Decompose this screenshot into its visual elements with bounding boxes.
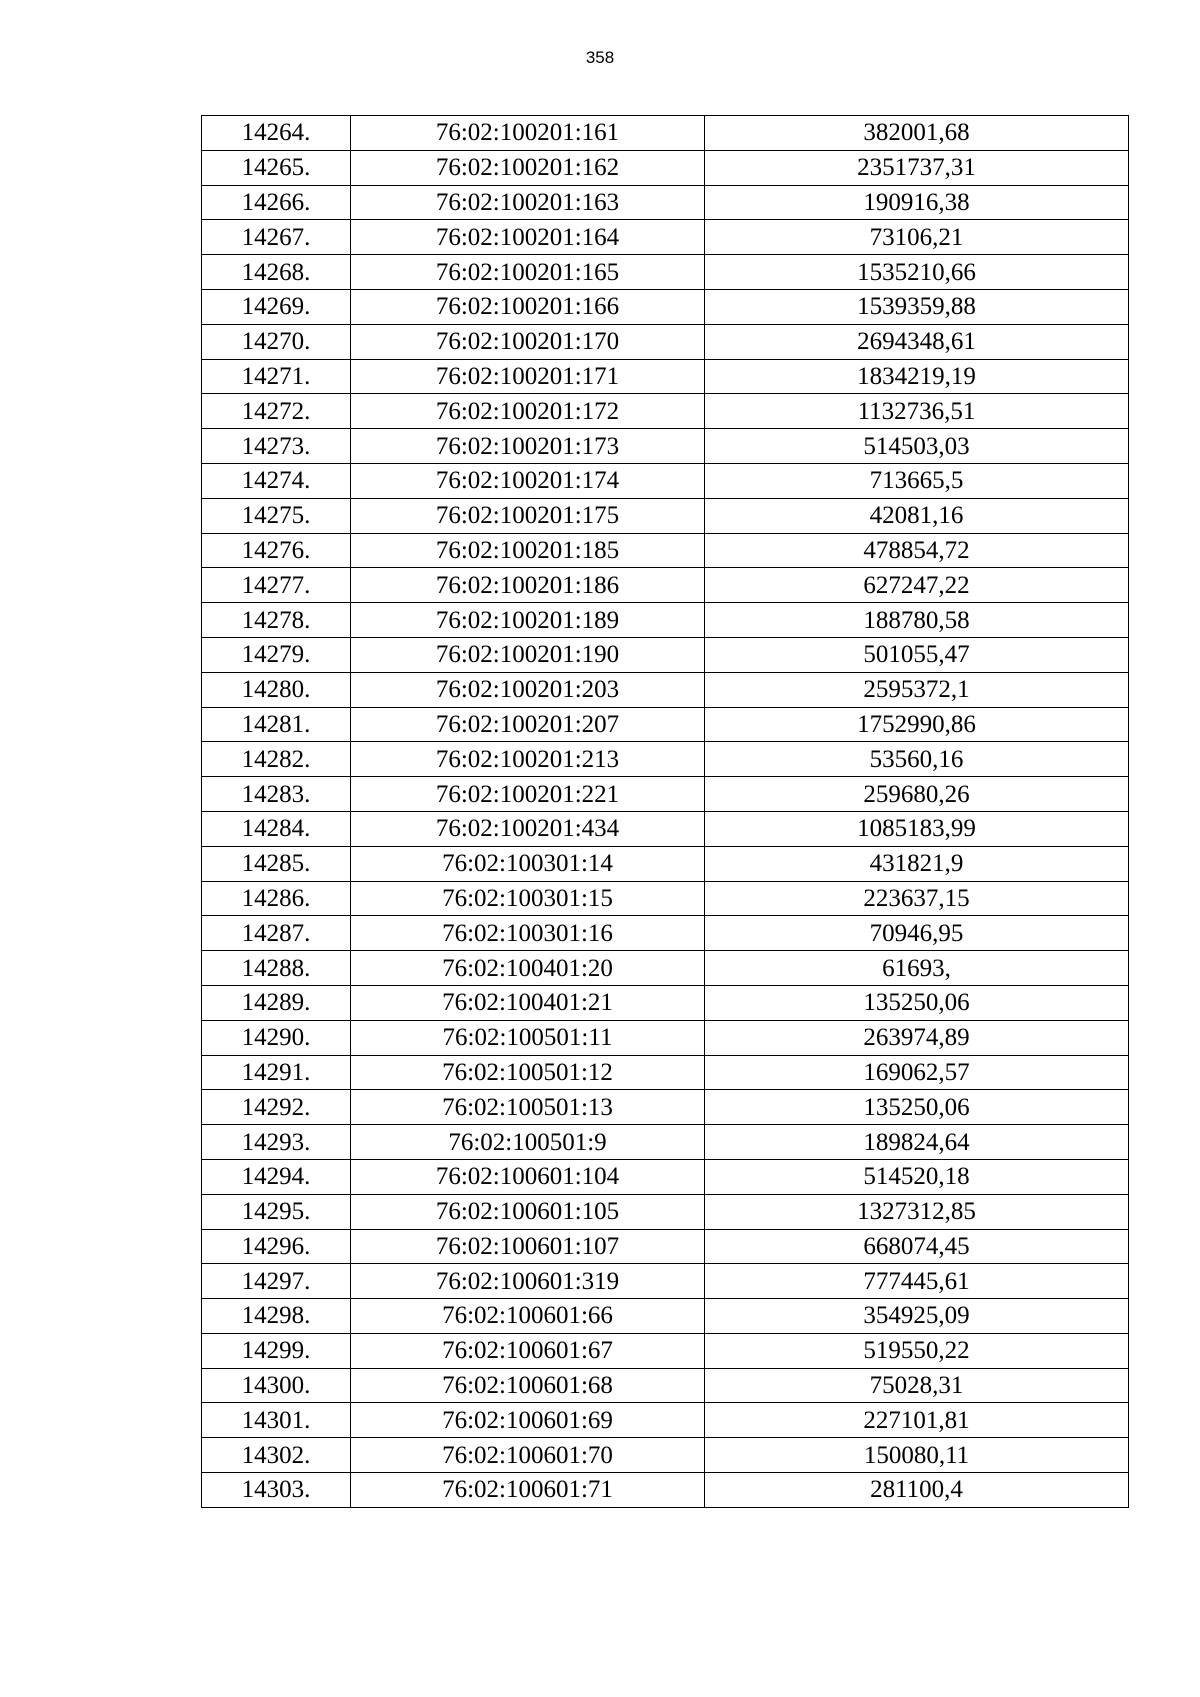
table-row — [202, 1090, 1129, 1125]
cadastral-number-cell: 76:02:100201:173 — [351, 429, 705, 464]
value-cell: 135250,06 — [705, 1090, 1129, 1125]
table-row — [202, 1299, 1129, 1334]
value-cell: 53560,16 — [705, 742, 1129, 777]
cadastral-number-cell: 76:02:100201:166 — [351, 289, 705, 324]
value-cell: 627247,22 — [705, 568, 1129, 603]
value-cell: 1539359,88 — [705, 289, 1129, 324]
cadastral-number-cell: 76:02:100601:319 — [351, 1264, 705, 1299]
table-row — [202, 568, 1129, 603]
cadastral-number-cell: 76:02:100601:107 — [351, 1229, 705, 1264]
cadastral-number-cell: 76:02:100201:163 — [351, 185, 705, 220]
value-cell: 2694348,61 — [705, 324, 1129, 359]
row-number-cell: 14278. — [202, 603, 351, 638]
row-number-cell: 14303. — [202, 1473, 351, 1508]
table-row — [202, 533, 1129, 568]
row-number-cell: 14267. — [202, 220, 351, 255]
cadastral-number-cell: 76:02:100601:67 — [351, 1333, 705, 1368]
cadastral-number-cell: 76:02:100501:9 — [351, 1125, 705, 1160]
table-row — [202, 1403, 1129, 1438]
table-row — [202, 951, 1129, 986]
value-cell: 263974,89 — [705, 1020, 1129, 1055]
table-row — [202, 1194, 1129, 1229]
cadastral-number-cell: 76:02:100601:70 — [351, 1438, 705, 1473]
table-row — [202, 1333, 1129, 1368]
value-cell: 188780,58 — [705, 603, 1129, 638]
table-row — [202, 324, 1129, 359]
row-number-cell: 14277. — [202, 568, 351, 603]
row-number-cell: 14293. — [202, 1125, 351, 1160]
value-cell: 431821,9 — [705, 846, 1129, 881]
cadastral-number-cell: 76:02:100401:20 — [351, 951, 705, 986]
table-row — [202, 1159, 1129, 1194]
cadastral-number-cell: 76:02:100201:186 — [351, 568, 705, 603]
table-body — [202, 116, 1129, 1508]
value-cell: 501055,47 — [705, 637, 1129, 672]
table-row — [202, 150, 1129, 185]
row-number-cell: 14300. — [202, 1368, 351, 1403]
value-cell: 1834219,19 — [705, 359, 1129, 394]
table-row — [202, 116, 1129, 151]
value-cell: 189824,64 — [705, 1125, 1129, 1160]
table-row — [202, 1264, 1129, 1299]
value-cell: 61693, — [705, 951, 1129, 986]
table-row — [202, 811, 1129, 846]
cadastral-number-cell: 76:02:100201:165 — [351, 255, 705, 290]
row-number-cell: 14298. — [202, 1299, 351, 1334]
value-cell: 1535210,66 — [705, 255, 1129, 290]
row-number-cell: 14273. — [202, 429, 351, 464]
row-number-cell: 14288. — [202, 951, 351, 986]
cadastral-number-cell: 76:02:100601:71 — [351, 1473, 705, 1508]
cadastral-number-cell: 76:02:100401:21 — [351, 985, 705, 1020]
value-cell: 519550,22 — [705, 1333, 1129, 1368]
cadastral-number-cell: 76:02:100201:185 — [351, 533, 705, 568]
value-cell: 514520,18 — [705, 1159, 1129, 1194]
value-cell: 73106,21 — [705, 220, 1129, 255]
row-number-cell: 14283. — [202, 777, 351, 812]
cadastral-number-cell: 76:02:100601:105 — [351, 1194, 705, 1229]
value-cell: 42081,16 — [705, 498, 1129, 533]
row-number-cell: 14274. — [202, 463, 351, 498]
row-number-cell: 14297. — [202, 1264, 351, 1299]
row-number-cell: 14292. — [202, 1090, 351, 1125]
row-number-cell: 14264. — [202, 116, 351, 151]
row-number-cell: 14270. — [202, 324, 351, 359]
row-number-cell: 14271. — [202, 359, 351, 394]
row-number-cell: 14295. — [202, 1194, 351, 1229]
value-cell: 2595372,1 — [705, 672, 1129, 707]
row-number-cell: 14266. — [202, 185, 351, 220]
table-row — [202, 463, 1129, 498]
row-number-cell: 14289. — [202, 985, 351, 1020]
cadastral-number-cell: 76:02:100501:13 — [351, 1090, 705, 1125]
value-cell: 227101,81 — [705, 1403, 1129, 1438]
cadastral-number-cell: 76:02:100601:68 — [351, 1368, 705, 1403]
table-row — [202, 881, 1129, 916]
value-cell: 777445,61 — [705, 1264, 1129, 1299]
value-cell: 135250,06 — [705, 985, 1129, 1020]
table-row — [202, 394, 1129, 429]
cadastral-number-cell: 76:02:100201:162 — [351, 150, 705, 185]
table-row — [202, 220, 1129, 255]
row-number-cell: 14276. — [202, 533, 351, 568]
cadastral-number-cell: 76:02:100301:14 — [351, 846, 705, 881]
value-cell: 150080,11 — [705, 1438, 1129, 1473]
row-number-cell: 14284. — [202, 811, 351, 846]
cadastral-number-cell: 76:02:100201:174 — [351, 463, 705, 498]
value-cell: 75028,31 — [705, 1368, 1129, 1403]
value-cell: 668074,45 — [705, 1229, 1129, 1264]
cadastral-number-cell: 76:02:100201:221 — [351, 777, 705, 812]
table-row — [202, 1438, 1129, 1473]
cadastral-number-cell: 76:02:100301:15 — [351, 881, 705, 916]
row-number-cell: 14296. — [202, 1229, 351, 1264]
row-number-cell: 14285. — [202, 846, 351, 881]
row-number-cell: 14275. — [202, 498, 351, 533]
cadastral-number-cell: 76:02:100201:161 — [351, 116, 705, 151]
cadastral-number-cell: 76:02:100201:203 — [351, 672, 705, 707]
cadastral-number-cell: 76:02:100201:189 — [351, 603, 705, 638]
value-cell: 1132736,51 — [705, 394, 1129, 429]
value-cell: 70946,95 — [705, 916, 1129, 951]
value-cell: 2351737,31 — [705, 150, 1129, 185]
table-row — [202, 429, 1129, 464]
value-cell: 190916,38 — [705, 185, 1129, 220]
row-number-cell: 14299. — [202, 1333, 351, 1368]
row-number-cell: 14269. — [202, 289, 351, 324]
cadastral-number-cell: 76:02:100501:12 — [351, 1055, 705, 1090]
cadastral-number-cell: 76:02:100501:11 — [351, 1020, 705, 1055]
table-row — [202, 985, 1129, 1020]
table-row — [202, 1473, 1129, 1508]
row-number-cell: 14279. — [202, 637, 351, 672]
row-number-cell: 14281. — [202, 707, 351, 742]
table-row — [202, 637, 1129, 672]
table-row — [202, 916, 1129, 951]
cadastral-number-cell: 76:02:100201:175 — [351, 498, 705, 533]
table-row — [202, 185, 1129, 220]
cadastral-table — [201, 115, 1129, 1508]
table-row — [202, 255, 1129, 290]
cadastral-number-cell: 76:02:100601:69 — [351, 1403, 705, 1438]
value-cell: 354925,09 — [705, 1299, 1129, 1334]
value-cell: 169062,57 — [705, 1055, 1129, 1090]
row-number-cell: 14282. — [202, 742, 351, 777]
cadastral-number-cell: 76:02:100201:434 — [351, 811, 705, 846]
row-number-cell: 14287. — [202, 916, 351, 951]
row-number-cell: 14301. — [202, 1403, 351, 1438]
cadastral-number-cell: 76:02:100201:190 — [351, 637, 705, 672]
page-number: 358 — [585, 48, 615, 67]
cadastral-number-cell: 76:02:100301:16 — [351, 916, 705, 951]
value-cell: 1085183,99 — [705, 811, 1129, 846]
row-number-cell: 14280. — [202, 672, 351, 707]
value-cell: 382001,68 — [705, 116, 1129, 151]
row-number-cell: 14302. — [202, 1438, 351, 1473]
table-row — [202, 1368, 1129, 1403]
row-number-cell: 14265. — [202, 150, 351, 185]
row-number-cell: 14290. — [202, 1020, 351, 1055]
cadastral-number-cell: 76:02:100201:164 — [351, 220, 705, 255]
table-row — [202, 1125, 1129, 1160]
cadastral-number-cell: 76:02:100601:66 — [351, 1299, 705, 1334]
value-cell: 514503,03 — [705, 429, 1129, 464]
value-cell: 259680,26 — [705, 777, 1129, 812]
row-number-cell: 14268. — [202, 255, 351, 290]
row-number-cell: 14291. — [202, 1055, 351, 1090]
value-cell: 1752990,86 — [705, 707, 1129, 742]
table-row — [202, 742, 1129, 777]
table-row — [202, 498, 1129, 533]
row-number-cell: 14272. — [202, 394, 351, 429]
value-cell: 223637,15 — [705, 881, 1129, 916]
value-cell: 478854,72 — [705, 533, 1129, 568]
table-row — [202, 1020, 1129, 1055]
value-cell: 713665,5 — [705, 463, 1129, 498]
table-row — [202, 1229, 1129, 1264]
value-cell: 281100,4 — [705, 1473, 1129, 1508]
table-row — [202, 846, 1129, 881]
row-number-cell: 14286. — [202, 881, 351, 916]
table-row — [202, 359, 1129, 394]
cadastral-number-cell: 76:02:100201:170 — [351, 324, 705, 359]
table-row — [202, 603, 1129, 638]
cadastral-number-cell: 76:02:100201:172 — [351, 394, 705, 429]
row-number-cell: 14294. — [202, 1159, 351, 1194]
cadastral-number-cell: 76:02:100201:213 — [351, 742, 705, 777]
cadastral-number-cell: 76:02:100201:171 — [351, 359, 705, 394]
cadastral-number-cell: 76:02:100601:104 — [351, 1159, 705, 1194]
table-row — [202, 672, 1129, 707]
cadastral-number-cell: 76:02:100201:207 — [351, 707, 705, 742]
table-row — [202, 707, 1129, 742]
table-row — [202, 289, 1129, 324]
table-row — [202, 777, 1129, 812]
table-row — [202, 1055, 1129, 1090]
value-cell: 1327312,85 — [705, 1194, 1129, 1229]
